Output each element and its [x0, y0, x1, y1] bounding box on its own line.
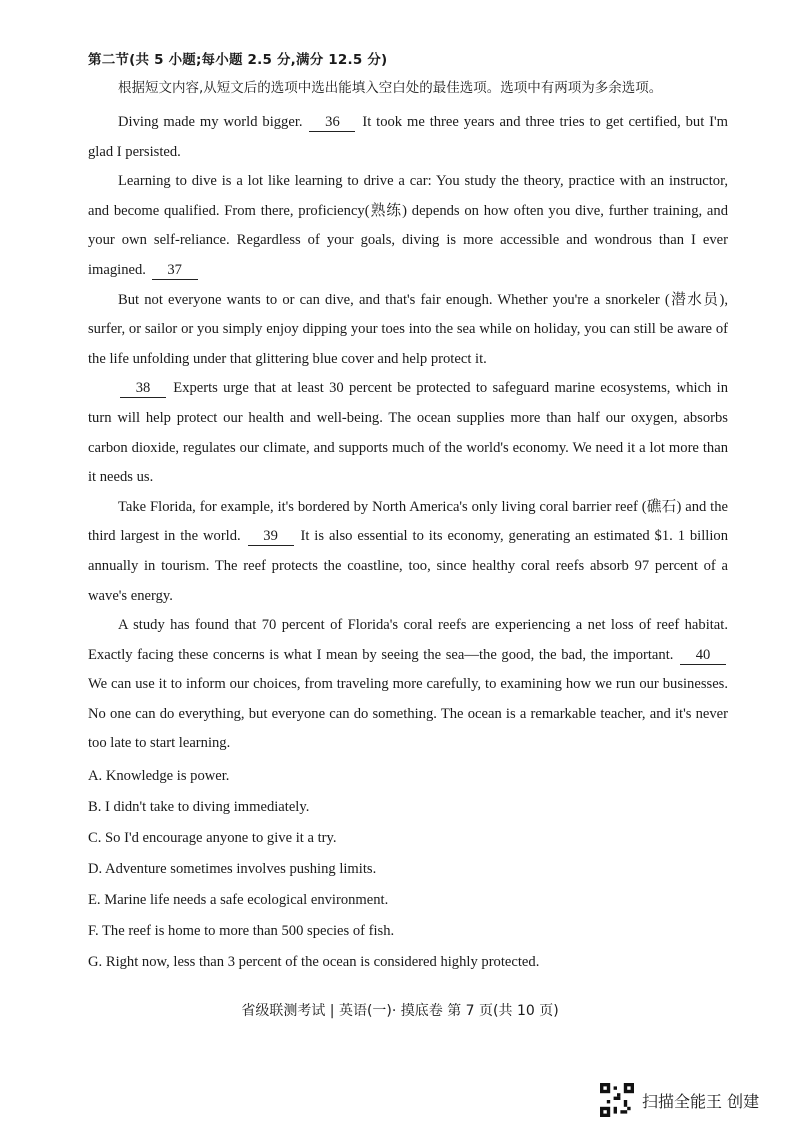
paragraph — [88, 286, 728, 375]
exam-page — [88, 48, 728, 978]
option-c: C. So I'd encourage anyone to give it a try. — [88, 830, 337, 847]
page-footer: 省级联测考试 | 英语(一)· 摸底卷 第 7 页(共 10 页) — [241, 1003, 559, 1019]
paragraph — [88, 167, 728, 285]
paragraph — [88, 374, 728, 492]
paragraph-text: Learning to dive is a lot like learning to drive a car: You study the theory, practice with an instructor, and become qualified. From there, proficiency(熟练) depends on how often you dive, further training, and your own self-reliance. Regardless of your goals, diving is more accessible and wondrous than I ever imagined. — [88, 173, 728, 278]
paragraph — [88, 493, 728, 611]
option-e: E. Marine life needs a safe ecological environment. — [88, 892, 389, 909]
option-g: G. Right now, less than 3 percent of the ocean is considered highly protected. — [88, 954, 540, 971]
paragraph — [88, 611, 728, 759]
blank-38: 38 — [120, 379, 166, 398]
option-d: D. Adventure sometimes involves pushing limits. — [88, 861, 377, 878]
scanner-watermark — [600, 1082, 759, 1118]
options-list — [88, 761, 728, 978]
paragraph — [88, 108, 728, 167]
paragraph-text: But not everyone wants to or can dive, and that's fair enough. Whether you're a snorkeler (潜水员), surfer, or sailor or you simply enjoy dipping your toes into the sea while on holiday, you can still be aware of the life unfolding under that glittering blue cover and help protect it. — [88, 291, 728, 367]
paragraph-text: Experts urge that at least 30 percent be protected to safeguard marine ecosystems, which in turn will help protect our health and well-being. The ocean supplies more than half our oxygen, absorbs carbon dioxide, regulates our climate, and supports much of the world's economy. We need it a lot more than it needs us. — [88, 380, 728, 486]
qr-code-icon — [600, 1083, 634, 1117]
blank-39: 39 — [248, 527, 294, 546]
section-title: 第二节(共 5 小题;每小题 2.5 分,满分 12.5 分) — [88, 52, 388, 68]
instruction: 根据短文内容,从短文后的选项中选出能填入空白处的最佳选项。选项中有两项为多余选项。 — [118, 80, 663, 96]
blank-37: 37 — [152, 261, 198, 280]
passage — [88, 108, 728, 759]
paragraph-text: A study has found that 70 percent of Florida's coral reefs are experiencing a net loss of reef habitat. Exactly facing these concerns is what I mean by seeing the sea—the good, the bad, the important. — [88, 617, 728, 663]
scanner-label: 扫描全能王 创建 — [642, 1091, 760, 1111]
paragraph-text: It took me three years and three tries to get certified, but I'm glad I persisted. — [88, 114, 728, 160]
option-b: B. I didn't take to diving immediately. — [88, 799, 310, 816]
option-a: A. Knowledge is power. — [88, 768, 230, 785]
paragraph-text: It is also essential to its economy, generating an estimated $1. 1 billion annually in tourism. The reef protects the coastline, too, since healthy coral reefs absorb 97 percent of a wave's energy. — [88, 528, 728, 604]
paragraph-text: Diving made my world bigger. — [118, 114, 308, 130]
option-f: F. The reef is home to more than 500 species of fish. — [88, 923, 395, 940]
blank-36: 36 — [309, 113, 355, 132]
paragraph-text: Take Florida, for example, it's bordered by North America's only living coral barrier reef (礁石) and the third largest in the world. — [88, 498, 728, 545]
blank-40: 40 — [680, 646, 726, 665]
paragraph-text: We can use it to inform our choices, from traveling more carefully, to examining how we run our businesses. No one can do everything, but everyone can do something. The ocean is a remarkable teacher, and it's never too late to start learning. — [88, 676, 728, 752]
